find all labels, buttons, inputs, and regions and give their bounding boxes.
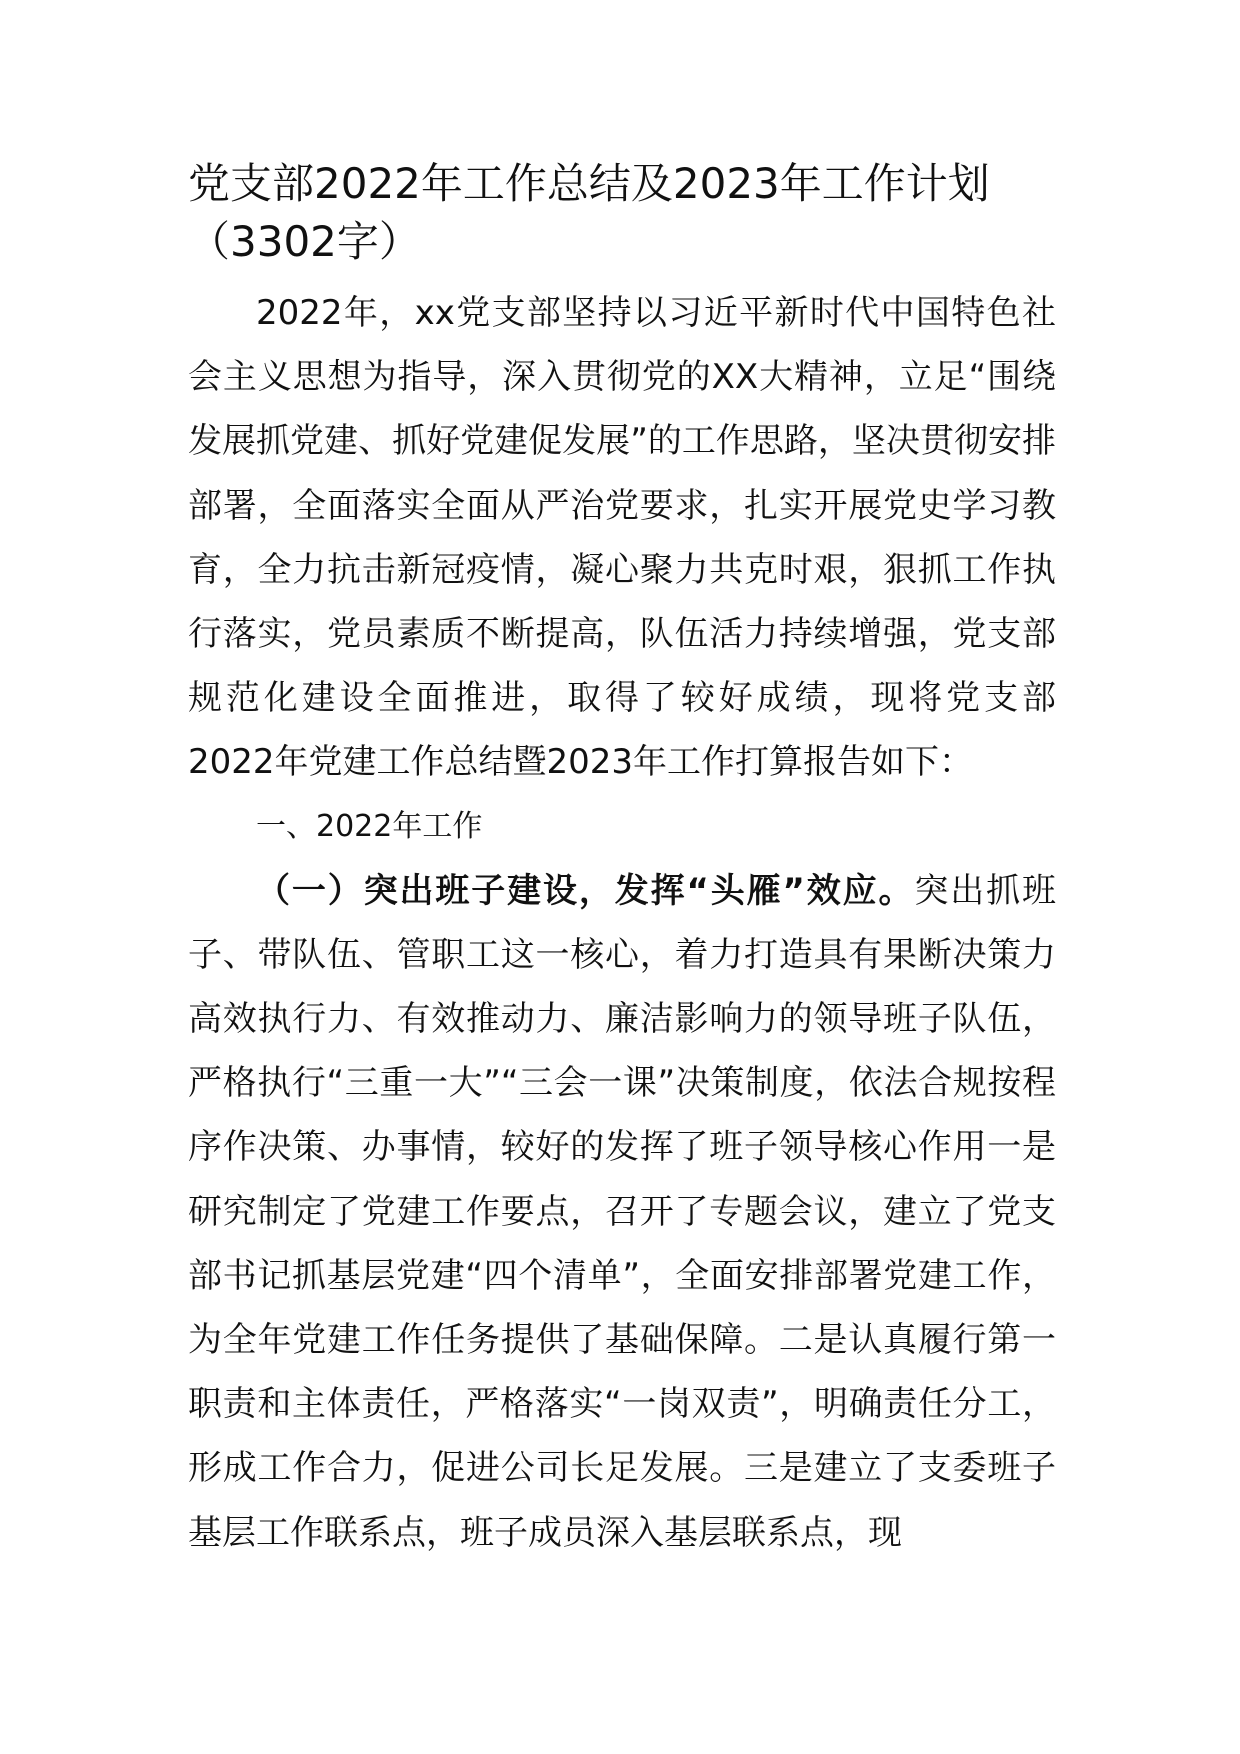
document-title — [188, 155, 1056, 271]
subsection-body: 突出抓班子、带队伍、管职工这一核心，着力打造具有果断决策力高效执行力、有效推动力、廉洁影响力的领导班子队伍，严格执行“三重一大”“三会一课”决策制度，依法合规按程序作决策、办事情，较好的发挥了班子领导核心作用一是研究制定了党建工作要点，召开了专题会议，建立了党支部书记抓基层党建“四个清单”，全面安排部署党建工作，为全年党建工作任务提供了基础保障。二是认真履行第一职责和主体责任，严格落实“一岗双责”，明确责任分工，形成工作合力，促进公司长足发展。三是建立了支委班子基层工作联系点，班子成员深入基层联系点，现 — [188, 870, 1056, 1553]
intro-paragraph: 2022年，xx党支部坚持以习近平新时代中国特色社会主义思想为指导，深入贯彻党的XX大精神，立足“围绕发展抓党建、抓好党建促发展”的工作思路，坚决贯彻安排部署，全面落实全面从严治党要求，扎实开展党史学习教育，全力抗击新冠疫情，凝心聚力共克时艰，狠抓工作执行落实，党员素质不断提高，队伍活力持续增强，党支部规范化建设全面推进，取得了较好成绩，现将党支部2022年党建工作总结暨2023年工作打算报告如下： — [188, 293, 1056, 783]
subsection-paragraph-team-building — [188, 859, 1056, 1565]
section-heading-2022-work: 一、2022年工作 — [256, 808, 483, 844]
title-wordcount: （3302字） — [188, 217, 421, 266]
subsection-lead: （一）突出班子建设，发挥“头雁”效应。 — [256, 870, 915, 911]
title-text: 党支部2022年工作总结及2023年工作计划 — [188, 159, 990, 208]
document-page — [188, 155, 1056, 1565]
